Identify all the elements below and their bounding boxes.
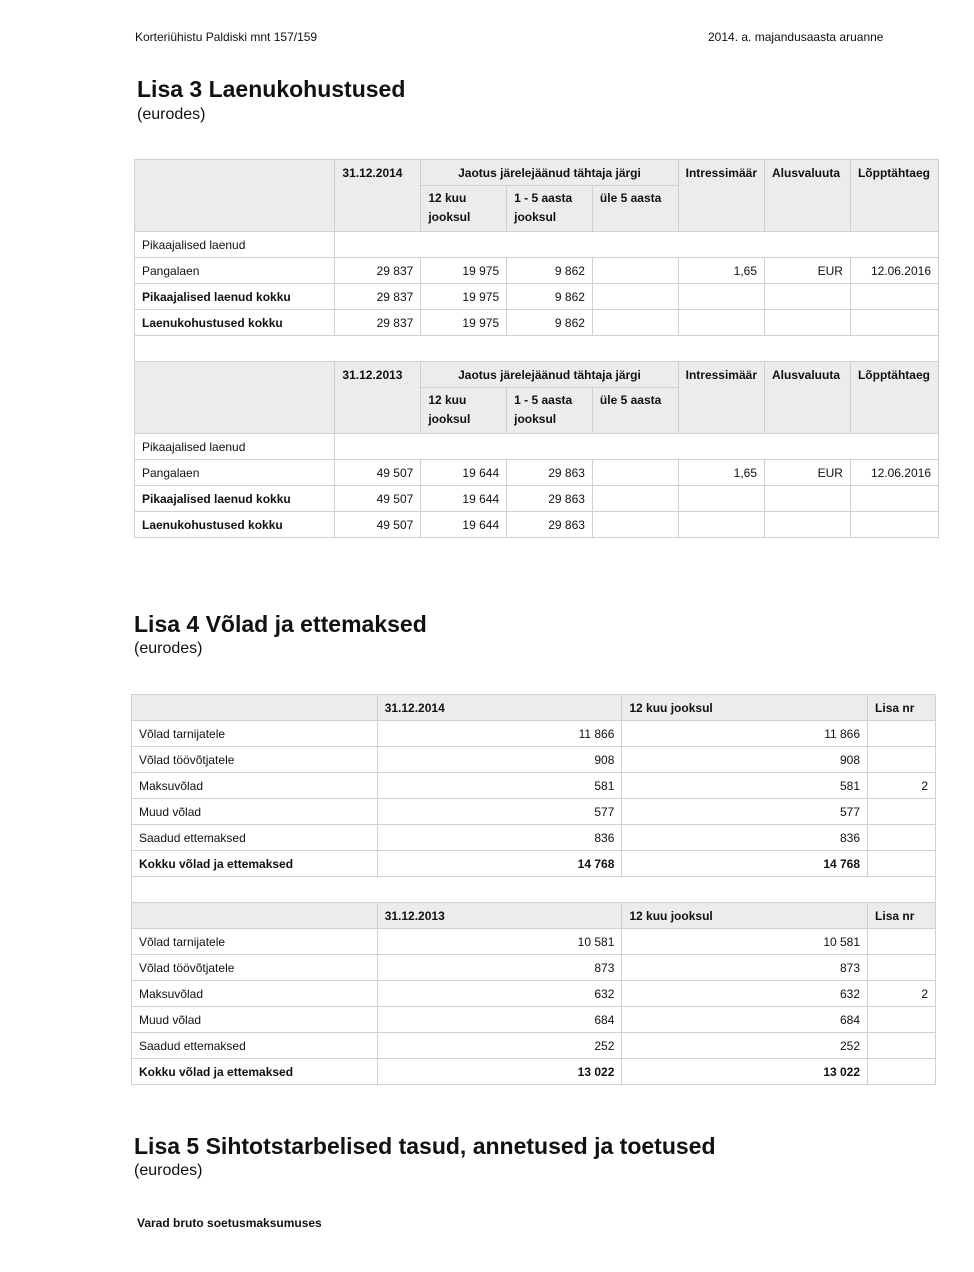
cell-lisa-nr [868,799,936,825]
row-label: Laenukohustused kokku [135,310,335,336]
cell-lopptahtaeg [850,284,938,310]
cell-12-kuu: 13 022 [622,1059,868,1085]
cell-lisa-nr [868,825,936,851]
table-row [132,747,936,773]
group-label: Pikaajalised laenud [135,232,335,258]
table-row [135,512,939,538]
header-lopptahtaeg: Lõpptähtaeg [850,160,938,232]
cell-1-5-aasta: 29 863 [507,512,593,538]
table-row [135,486,939,512]
cell-total: 684 [377,1007,622,1033]
header-1-5-aasta: 1 - 5 aasta jooksul [507,388,593,434]
header-intressimaar: Intressimäär [678,362,764,434]
cell-lisa-nr: 2 [868,773,936,799]
cell-total: 873 [377,955,622,981]
header-empty-cell [132,695,378,721]
cell-12-kuu: 577 [622,799,868,825]
cell-total: 836 [377,825,622,851]
cell-12-kuu: 836 [622,825,868,851]
cell-1-5-aasta: 9 862 [507,310,593,336]
row-label: Kokku võlad ja ettemaksed [132,851,378,877]
cell-12-kuu: 19 975 [421,284,507,310]
cell-ule-5-aasta [592,310,678,336]
cell-alusvaluuta: EUR [765,460,851,486]
header-intressimaar: Intressimäär [678,160,764,232]
table-row [132,929,936,955]
cell-lisa-nr [868,747,936,773]
header-empty-cell [132,903,378,929]
header-lisa-nr: Lisa nr [868,903,936,929]
header-12-kuu: 12 kuu jooksul [421,186,507,232]
cell-total: 10 581 [377,929,622,955]
cell-12-kuu: 873 [622,955,868,981]
cell-12-kuu: 19 975 [421,258,507,284]
cell-alusvaluuta [765,512,851,538]
lisa3-table [134,159,939,538]
cell-12-kuu: 14 768 [622,851,868,877]
cell-12-kuu: 10 581 [622,929,868,955]
cell-lopptahtaeg [850,310,938,336]
cell-total: 29 837 [335,258,421,284]
header-date: 31.12.2013 [335,362,421,434]
cell-lisa-nr [868,1033,936,1059]
cell-lopptahtaeg [850,512,938,538]
header-alusvaluuta: Alusvaluuta [765,160,851,232]
cell-lisa-nr [868,1007,936,1033]
cell-12-kuu: 19 644 [421,486,507,512]
cell-total: 49 507 [335,512,421,538]
cell-lisa-nr: 2 [868,981,936,1007]
cell-ule-5-aasta [592,284,678,310]
cell-intressimaar: 1,65 [678,258,764,284]
header-1-5-aasta: 1 - 5 aasta jooksul [507,186,593,232]
table-row [132,773,936,799]
cell-intressimaar [678,486,764,512]
header-empty-cell [135,160,335,232]
group-blank [335,434,939,460]
header-empty-cell [135,362,335,434]
document-header-left: Korteriühistu Paldiski mnt 157/159 [135,30,318,44]
cell-total: 13 022 [377,1059,622,1085]
row-label: Pikaajalised laenud kokku [135,284,335,310]
cell-lisa-nr [868,851,936,877]
table-row [132,1033,936,1059]
row-label: Maksuvõlad [132,981,378,1007]
header-ule-5-aasta: üle 5 aasta [592,186,678,232]
row-label: Muud võlad [132,1007,378,1033]
table-row [132,1059,936,1085]
row-label: Võlad tarnijatele [132,721,378,747]
header-12-kuu: 12 kuu jooksul [622,695,868,721]
cell-total: 49 507 [335,486,421,512]
cell-12-kuu: 19 644 [421,512,507,538]
cell-intressimaar: 1,65 [678,460,764,486]
table-row [135,460,939,486]
cell-lisa-nr [868,1059,936,1085]
table-row [135,310,939,336]
table-row [132,851,936,877]
cell-lopptahtaeg [850,486,938,512]
cell-ule-5-aasta [592,258,678,284]
cell-lisa-nr [868,721,936,747]
lisa5-title: Lisa 5 Sihtotstarbelised tasud, annetused ja toetused [134,1133,716,1159]
cell-total: 577 [377,799,622,825]
row-label: Muud võlad [132,799,378,825]
cell-ule-5-aasta [592,512,678,538]
cell-total: 29 837 [335,284,421,310]
table-row [132,1007,936,1033]
cell-12-kuu: 19 644 [421,460,507,486]
row-label: Pikaajalised laenud kokku [135,486,335,512]
table-row [135,284,939,310]
row-label: Võlad tarnijatele [132,929,378,955]
lisa5-subheading: Varad bruto soetusmaksumuses [137,1216,322,1230]
cell-ule-5-aasta [592,486,678,512]
row-label: Laenukohustused kokku [135,512,335,538]
cell-alusvaluuta [765,486,851,512]
row-label: Saadud ettemaksed [132,825,378,851]
cell-intressimaar [678,512,764,538]
header-jaotus: Jaotus järelejäänud tähtaja järgi [421,362,678,388]
cell-total: 29 837 [335,310,421,336]
cell-12-kuu: 908 [622,747,868,773]
cell-alusvaluuta: EUR [765,258,851,284]
cell-12-kuu: 632 [622,981,868,1007]
lisa3-subtitle: (eurodes) [137,106,206,123]
lisa3-title: Lisa 3 Laenukohustused [137,76,406,102]
header-lopptahtaeg: Lõpptähtaeg [850,362,938,434]
row-label: Pangalaen [135,258,335,284]
header-jaotus: Jaotus järelejäänud tähtaja järgi [421,160,678,186]
header-12-kuu: 12 kuu jooksul [622,903,868,929]
cell-12-kuu: 581 [622,773,868,799]
cell-12-kuu: 252 [622,1033,868,1059]
document-header-right: 2014. a. majandusaasta aruanne [708,30,884,44]
header-12-kuu: 12 kuu jooksul [421,388,507,434]
row-label: Võlad töövõtjatele [132,747,378,773]
header-date: 31.12.2014 [335,160,421,232]
header-lisa-nr: Lisa nr [868,695,936,721]
table-row [132,825,936,851]
cell-lopptahtaeg: 12.06.2016 [850,258,938,284]
lisa5-subtitle: (eurodes) [134,1162,203,1179]
cell-1-5-aasta: 9 862 [507,258,593,284]
cell-total: 11 866 [377,721,622,747]
group-blank [335,232,939,258]
lisa4-subtitle: (eurodes) [134,640,203,657]
cell-1-5-aasta: 29 863 [507,486,593,512]
cell-total: 632 [377,981,622,1007]
cell-intressimaar [678,310,764,336]
cell-intressimaar [678,284,764,310]
lisa4-title: Lisa 4 Võlad ja ettemaksed [134,611,427,637]
cell-lisa-nr [868,955,936,981]
row-label: Maksuvõlad [132,773,378,799]
table-row [132,981,936,1007]
table-row [132,721,936,747]
lisa4-table [131,694,936,1085]
row-label: Kokku võlad ja ettemaksed [132,1059,378,1085]
cell-total: 908 [377,747,622,773]
header-ule-5-aasta: üle 5 aasta [592,388,678,434]
group-label: Pikaajalised laenud [135,434,335,460]
row-label: Saadud ettemaksed [132,1033,378,1059]
cell-total: 581 [377,773,622,799]
cell-total: 252 [377,1033,622,1059]
cell-12-kuu: 684 [622,1007,868,1033]
cell-lisa-nr [868,929,936,955]
cell-alusvaluuta [765,310,851,336]
cell-1-5-aasta: 9 862 [507,284,593,310]
separator-row [132,877,936,903]
header-date: 31.12.2013 [377,903,622,929]
cell-12-kuu: 11 866 [622,721,868,747]
table-row [132,799,936,825]
table-row [132,955,936,981]
cell-lopptahtaeg: 12.06.2016 [850,460,938,486]
header-alusvaluuta: Alusvaluuta [765,362,851,434]
row-label: Võlad töövõtjatele [132,955,378,981]
separator-row [135,336,939,362]
row-label: Pangalaen [135,460,335,486]
cell-12-kuu: 19 975 [421,310,507,336]
table-row [135,258,939,284]
cell-ule-5-aasta [592,460,678,486]
header-date: 31.12.2014 [377,695,622,721]
cell-alusvaluuta [765,284,851,310]
cell-total: 49 507 [335,460,421,486]
cell-1-5-aasta: 29 863 [507,460,593,486]
cell-total: 14 768 [377,851,622,877]
